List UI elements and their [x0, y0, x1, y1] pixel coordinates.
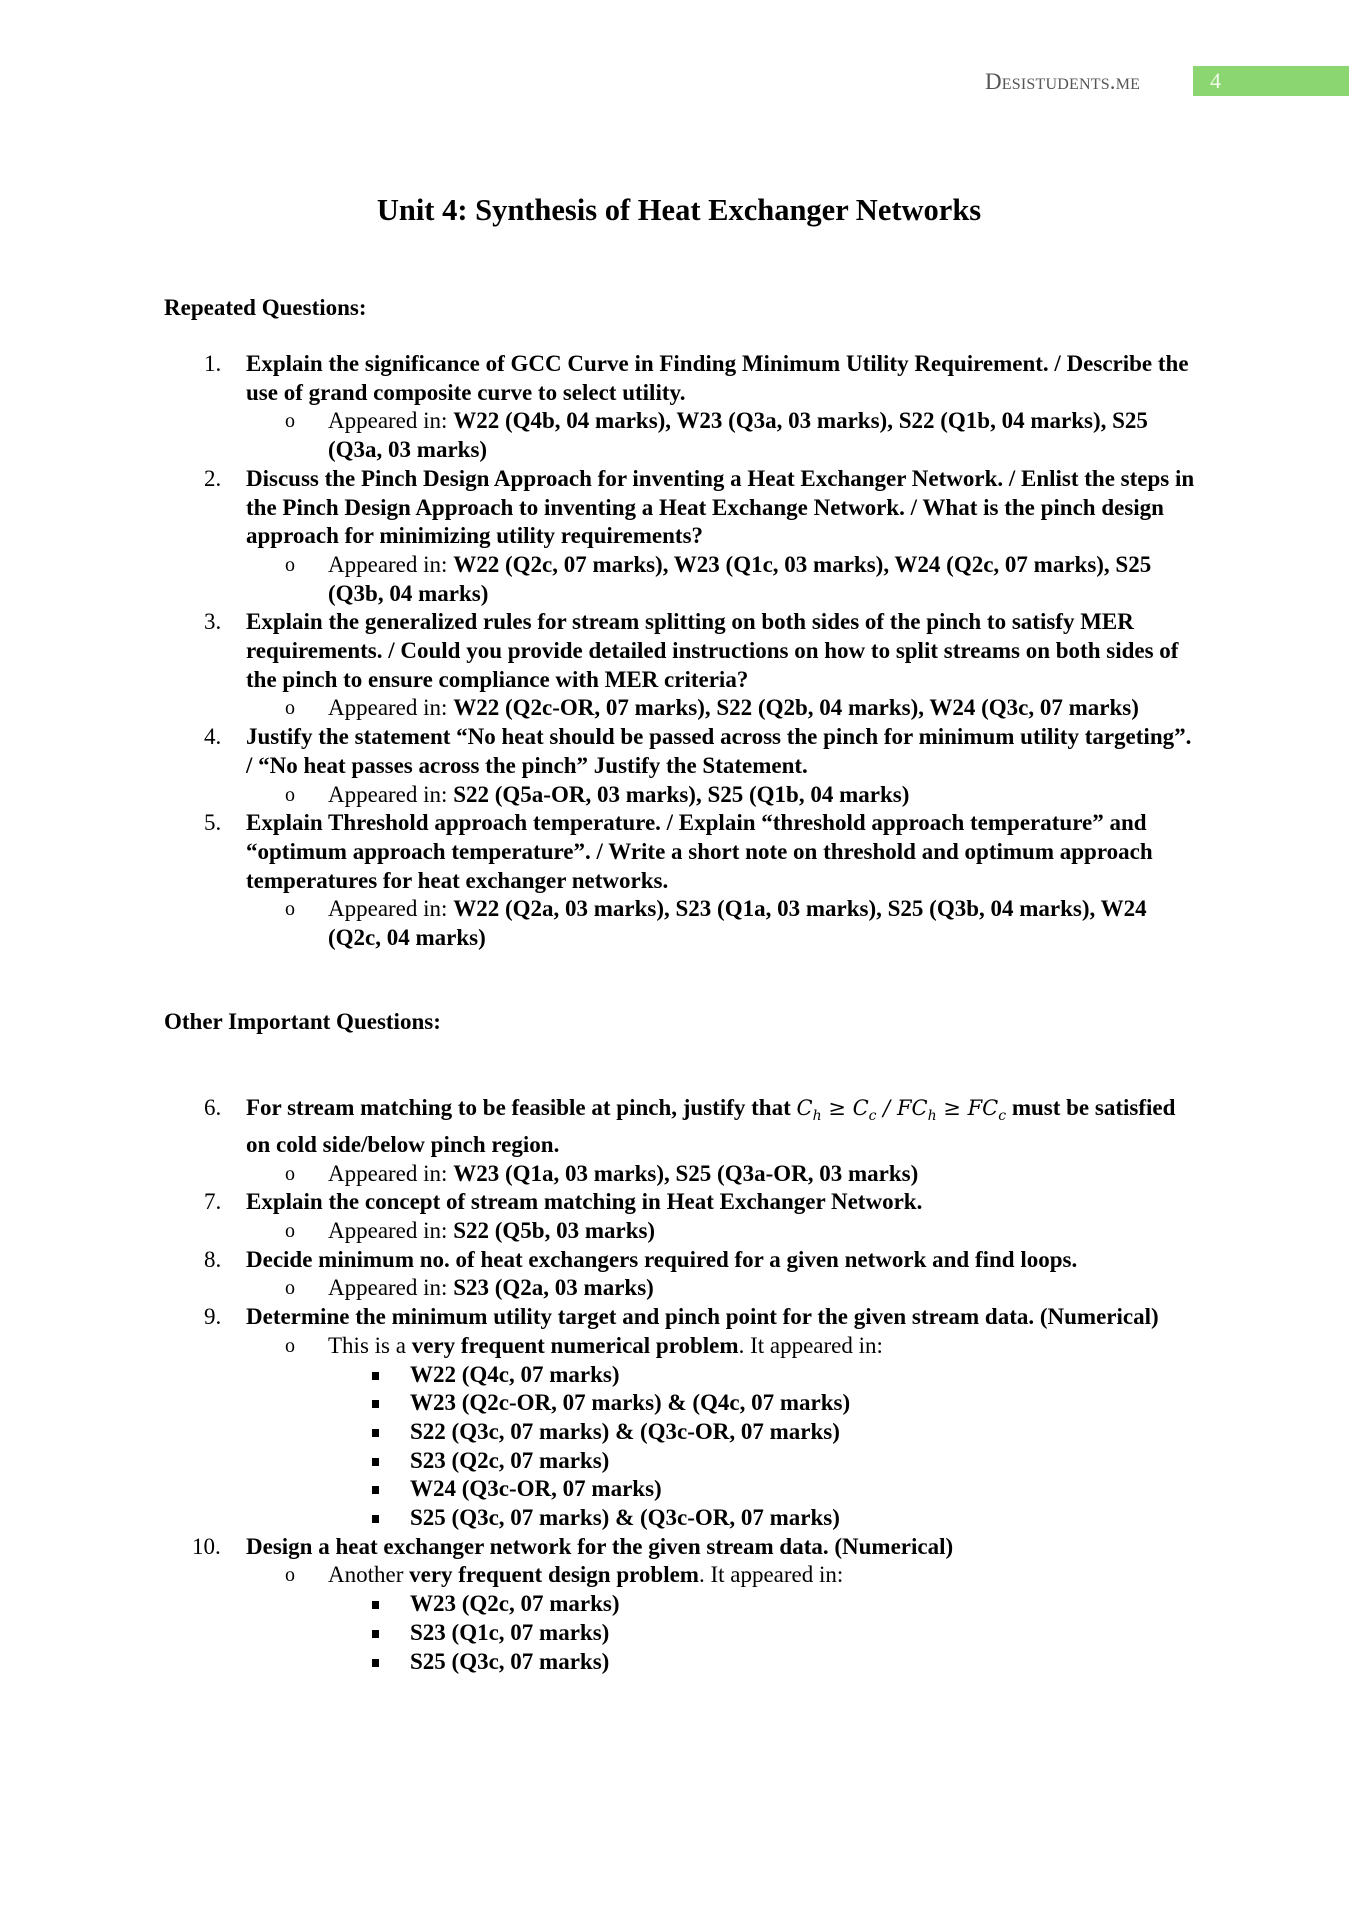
appeared-label: Appeared in:: [328, 1218, 454, 1243]
question-text: Explain the concept of stream matching in Heat Exchanger Network.: [246, 1189, 923, 1215]
circle-bullet-icon: o: [285, 697, 295, 720]
section-heading-repeated: Repeated Questions:: [164, 295, 367, 320]
question-text: Explain the significance of GCC Curve in Finding Minimum Utility Requirement. / Describe the use of grand composite curve to select utility.: [246, 351, 1189, 405]
page-header: [0, 66, 1358, 98]
question-text: Discuss the Pinch Design Approach for inventing a Heat Exchanger Network. / Enlist the steps in the Pinch Design Approach to inventing a Heat Exchange Network. / What is the pinch design approach for minimizing utility requirements?: [246, 465, 1195, 549]
note-text: Another: [328, 1562, 410, 1588]
question-number: 7.: [204, 1189, 222, 1215]
question-number: 1.: [204, 351, 222, 376]
appeared-label: Appeared in:: [328, 1275, 454, 1301]
circle-bullet-icon: o: [285, 898, 295, 921]
appeared-values: W22 (Q2c-OR, 07 marks), S22 (Q2b, 04 marks), W24 (Q3c, 07 marks): [453, 695, 1139, 721]
note-text: This is a: [328, 1332, 412, 1358]
appeared-in-item: [0, 895, 1358, 952]
frequency-note: [0, 1561, 1358, 1590]
appeared-label: Appeared in:: [328, 896, 454, 922]
appearance-item: [0, 1418, 1358, 1447]
appeared-in-item: [0, 1274, 1358, 1303]
repeated-questions-list: [0, 350, 1358, 953]
appeared-in-item: [0, 551, 1358, 608]
section-heading-other: Other Important Questions:: [164, 1009, 441, 1034]
frequency-note: [0, 1332, 1358, 1361]
circle-bullet-icon: o: [285, 783, 295, 806]
note-text: . It appeared in:: [698, 1562, 844, 1588]
appeared-label: Appeared in:: [328, 408, 454, 434]
appeared-values: W22 (Q4b, 04 marks), W23 (Q3a, 03 marks), S22 (Q1b, 04 marks), S25 (Q3a, 03 marks): [328, 408, 1148, 463]
question-number: 3.: [204, 609, 222, 635]
appeared-label: Appeared in:: [328, 551, 454, 577]
site-name: Desistudents.me: [985, 69, 1141, 94]
appearance-text: S23 (Q1c, 07 marks): [410, 1619, 610, 1645]
appeared-values: W22 (Q2c, 07 marks), W23 (Q1c, 03 marks), W24 (Q2c, 07 marks), S25 (Q3b, 04 marks): [328, 551, 1152, 606]
square-bullet-icon: [372, 1515, 379, 1523]
appeared-values: S23 (Q2a, 03 marks): [453, 1275, 654, 1301]
question-item: [0, 1094, 1358, 1160]
appeared-values: S22 (Q5b, 03 marks): [453, 1218, 656, 1243]
question-text-part: must be satisfied on cold side/below pinch region.: [246, 1095, 1176, 1157]
appeared-values: W23 (Q1a, 03 marks), S25 (Q3a-OR, 03 marks): [453, 1160, 919, 1186]
appearance-item: [0, 1504, 1358, 1533]
appearance-item: [0, 1648, 1358, 1677]
circle-bullet-icon: o: [285, 1564, 295, 1587]
appearance-text: W24 (Q3c-OR, 07 marks): [410, 1476, 662, 1502]
question-item: [0, 608, 1358, 694]
square-bullet-icon: [372, 1400, 379, 1408]
question-text: Explain the generalized rules for stream splitting on both sides of the pinch to satisfy MER requirements. / Could you provide detailed instructions on how to split streams on both sides of the pinch to ensure compliance with MER criteria?: [246, 609, 1179, 692]
appeared-values: S22 (Q5a-OR, 03 marks), S25 (Q1b, 04 marks): [453, 781, 910, 807]
appeared-in-item: [0, 694, 1358, 723]
appearance-item: [0, 1389, 1358, 1418]
square-bullet-icon: [372, 1372, 379, 1380]
note-text: . It appeared in:: [738, 1332, 883, 1358]
question-number: 6.: [204, 1095, 222, 1120]
note-emphasis: very frequent numerical problem: [411, 1332, 739, 1358]
appeared-in-item: [0, 1217, 1358, 1246]
circle-bullet-icon: o: [285, 553, 295, 576]
appeared-in-item: [0, 781, 1358, 810]
page-number-badge: [1193, 66, 1349, 96]
other-questions-list: [0, 1094, 1358, 1676]
question-number: 10.: [192, 1533, 221, 1559]
question-number: 5.: [204, 810, 222, 836]
appeared-label: Appeared in:: [328, 781, 454, 807]
square-bullet-icon: [372, 1659, 379, 1667]
question-number: 9.: [204, 1304, 222, 1330]
appearance-text: W23 (Q2c-OR, 07 marks) & (Q4c, 07 marks): [410, 1390, 851, 1416]
appearance-text: S23 (Q2c, 07 marks): [410, 1447, 610, 1473]
question-text: Determine the minimum utility target and pinch point for the given stream data. (Numerical): [246, 1304, 1159, 1330]
circle-bullet-icon: o: [285, 410, 295, 433]
question-text: [246, 1094, 1198, 1160]
question-text: Justify the statement “No heat should be passed across the pinch for minimum utility targeting”. / “No heat passes across the pinch” Justify the Statement.: [246, 724, 1192, 778]
question-item: [0, 1246, 1358, 1275]
question-number: 4.: [204, 724, 222, 750]
question-text: Design a heat exchanger network for the given stream data. (Numerical): [246, 1533, 954, 1559]
question-text: Decide minimum no. of heat exchangers required for a given network and find loops.: [246, 1246, 1078, 1272]
appearance-text: W23 (Q2c, 07 marks): [410, 1591, 620, 1617]
appeared-in-item: [0, 1160, 1358, 1189]
appearance-text: W22 (Q4c, 07 marks): [410, 1361, 620, 1387]
circle-bullet-icon: o: [285, 1334, 295, 1357]
square-bullet-icon: [372, 1458, 379, 1466]
question-item: [0, 350, 1358, 407]
question-item: [0, 723, 1358, 780]
appearance-item: [0, 1475, 1358, 1504]
appeared-label: Appeared in:: [328, 695, 454, 721]
math-expression: $C_h \ge C_c / FC_h \ge FC_c$: [796, 1096, 1007, 1125]
circle-bullet-icon: o: [285, 1277, 295, 1300]
page-number: 4: [1210, 68, 1221, 93]
appearance-text: S25 (Q3c, 07 marks) & (Q3c-OR, 07 marks): [410, 1505, 840, 1531]
appearance-text: S22 (Q3c, 07 marks) & (Q3c-OR, 07 marks): [410, 1418, 840, 1444]
question-item: [0, 809, 1358, 895]
appearance-item: [0, 1590, 1358, 1619]
question-text-part: For stream matching to be feasible at pinch, justify that: [246, 1095, 797, 1120]
appearance-item: [0, 1447, 1358, 1476]
square-bullet-icon: [372, 1486, 379, 1494]
appearance-item: [0, 1361, 1358, 1390]
appeared-in-item: [0, 407, 1358, 464]
square-bullet-icon: [372, 1429, 379, 1437]
appeared-values: W22 (Q2a, 03 marks), S23 (Q1a, 03 marks), S25 (Q3b, 04 marks), W24 (Q2c, 04 marks): [328, 896, 1147, 951]
square-bullet-icon: [372, 1630, 379, 1638]
question-item: [0, 1533, 1358, 1562]
circle-bullet-icon: o: [285, 1162, 295, 1185]
appeared-label: Appeared in:: [328, 1160, 454, 1186]
square-bullet-icon: [372, 1601, 379, 1609]
question-number: 2.: [204, 465, 222, 491]
question-item: [0, 465, 1358, 551]
page-title: Unit 4: Synthesis of Heat Exchanger Networks: [376, 193, 982, 227]
note-emphasis: very frequent design problem: [409, 1562, 699, 1588]
question-text: Explain Threshold approach temperature. / Explain “threshold approach temperature” and “optimum approach temperature”. / Write a short note on threshold and optimum approach temperatures for heat exchanger networks.: [246, 810, 1153, 893]
appearance-item: [0, 1619, 1358, 1648]
question-item: [0, 1188, 1358, 1217]
question-number: 8.: [204, 1246, 222, 1272]
question-item: [0, 1303, 1358, 1332]
appearance-text: S25 (Q3c, 07 marks): [410, 1648, 610, 1674]
circle-bullet-icon: o: [285, 1220, 295, 1242]
